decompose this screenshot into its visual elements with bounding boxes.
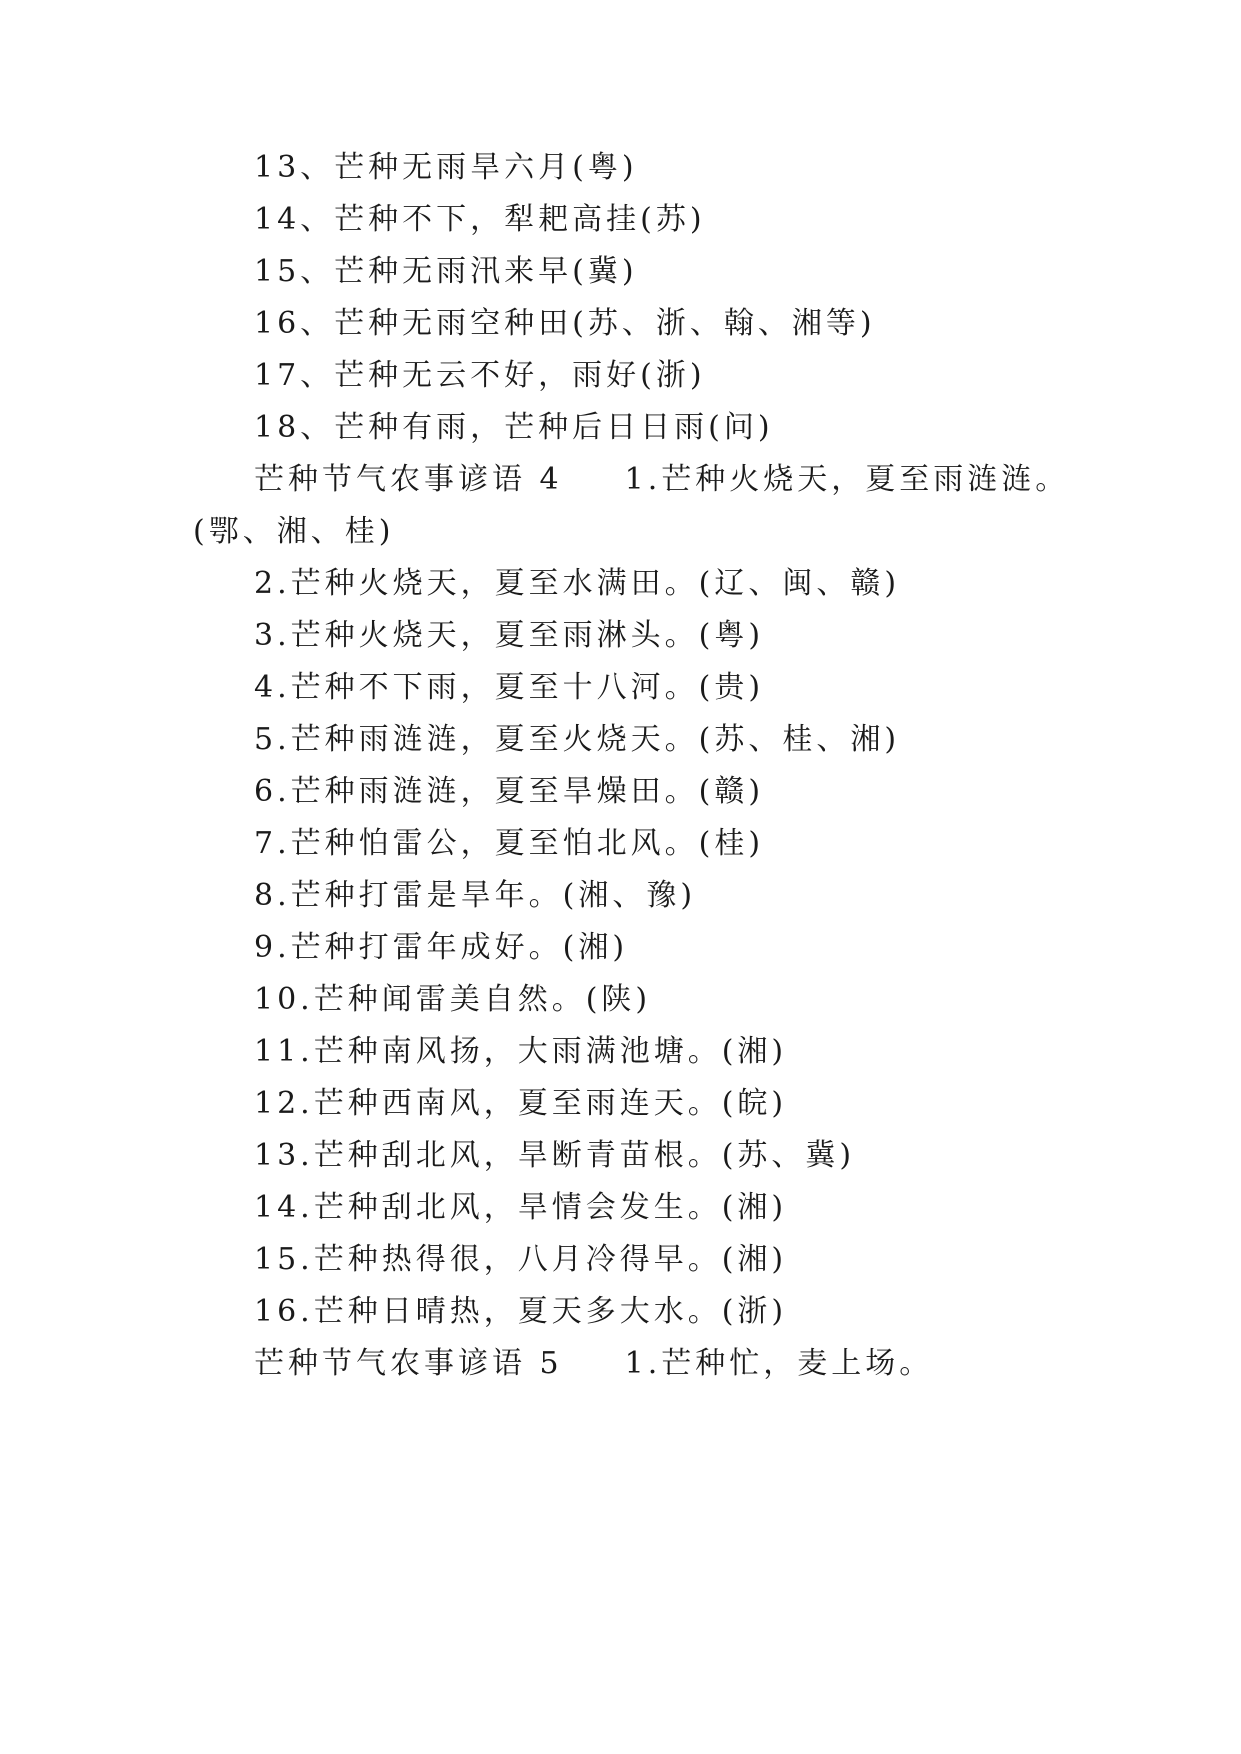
proverb-line: 10.芒种闻雷美自然。(陕) bbox=[254, 982, 652, 1017]
proverb-first-item: 1.芒种火烧天，夏至雨涟涟。 bbox=[624, 462, 1070, 497]
proverb-line: 9.芒种打雷年成好。(湘) bbox=[254, 930, 629, 965]
proverb-line: 16、芒种无雨空种田(苏、浙、翰、湘等) bbox=[254, 306, 876, 341]
proverb-line: 17、芒种无云不好，雨好(浙) bbox=[254, 358, 706, 393]
proverb-line: 8.芒种打雷是旱年。(湘、豫) bbox=[254, 878, 697, 913]
section-heading-line bbox=[254, 1346, 933, 1382]
proverb-line: 15、芒种无雨汛来早(冀) bbox=[254, 254, 638, 289]
section-heading-line bbox=[254, 462, 1069, 498]
proverb-line: 3.芒种火烧天，夏至雨淋头。(粤) bbox=[254, 618, 765, 653]
proverb-line: 15.芒种热得很，八月冷得早。(湘) bbox=[254, 1242, 788, 1277]
proverb-line: 16.芒种日晴热，夏天多大水。(浙) bbox=[254, 1294, 788, 1329]
proverb-line: 13、芒种无雨旱六月(粤) bbox=[254, 150, 638, 185]
section-heading: 芒种节气农事谚语 5 bbox=[254, 1346, 563, 1381]
proverb-line: 18、芒种有雨，芒种后日日雨(问) bbox=[254, 410, 774, 445]
proverb-line: 5.芒种雨涟涟，夏至火烧天。(苏、桂、湘) bbox=[254, 722, 901, 757]
proverb-line: 11.芒种南风扬，大雨满池塘。(湘) bbox=[254, 1034, 788, 1069]
proverb-line: 7.芒种怕雷公，夏至怕北风。(桂) bbox=[254, 826, 765, 861]
proverb-line: 4.芒种不下雨，夏至十八河。(贵) bbox=[254, 670, 765, 705]
section-heading: 芒种节气农事谚语 4 bbox=[254, 462, 563, 497]
proverb-line: 12.芒种西南风，夏至雨连天。(皖) bbox=[254, 1086, 788, 1121]
proverb-line: 13.芒种刮北风，旱断青苗根。(苏、冀) bbox=[254, 1138, 856, 1173]
proverb-line: 6.芒种雨涟涟，夏至旱燥田。(赣) bbox=[254, 774, 765, 809]
proverb-line: 14.芒种刮北风，旱情会发生。(湘) bbox=[254, 1190, 788, 1225]
proverb-line: 14、芒种不下，犁耙高挂(苏) bbox=[254, 202, 706, 237]
proverb-line: 2.芒种火烧天，夏至水满田。(辽、闽、赣) bbox=[254, 566, 901, 601]
proverb-continuation: (鄂、湘、桂) bbox=[193, 514, 395, 549]
proverb-first-item: 1.芒种忙，麦上场。 bbox=[624, 1346, 934, 1381]
